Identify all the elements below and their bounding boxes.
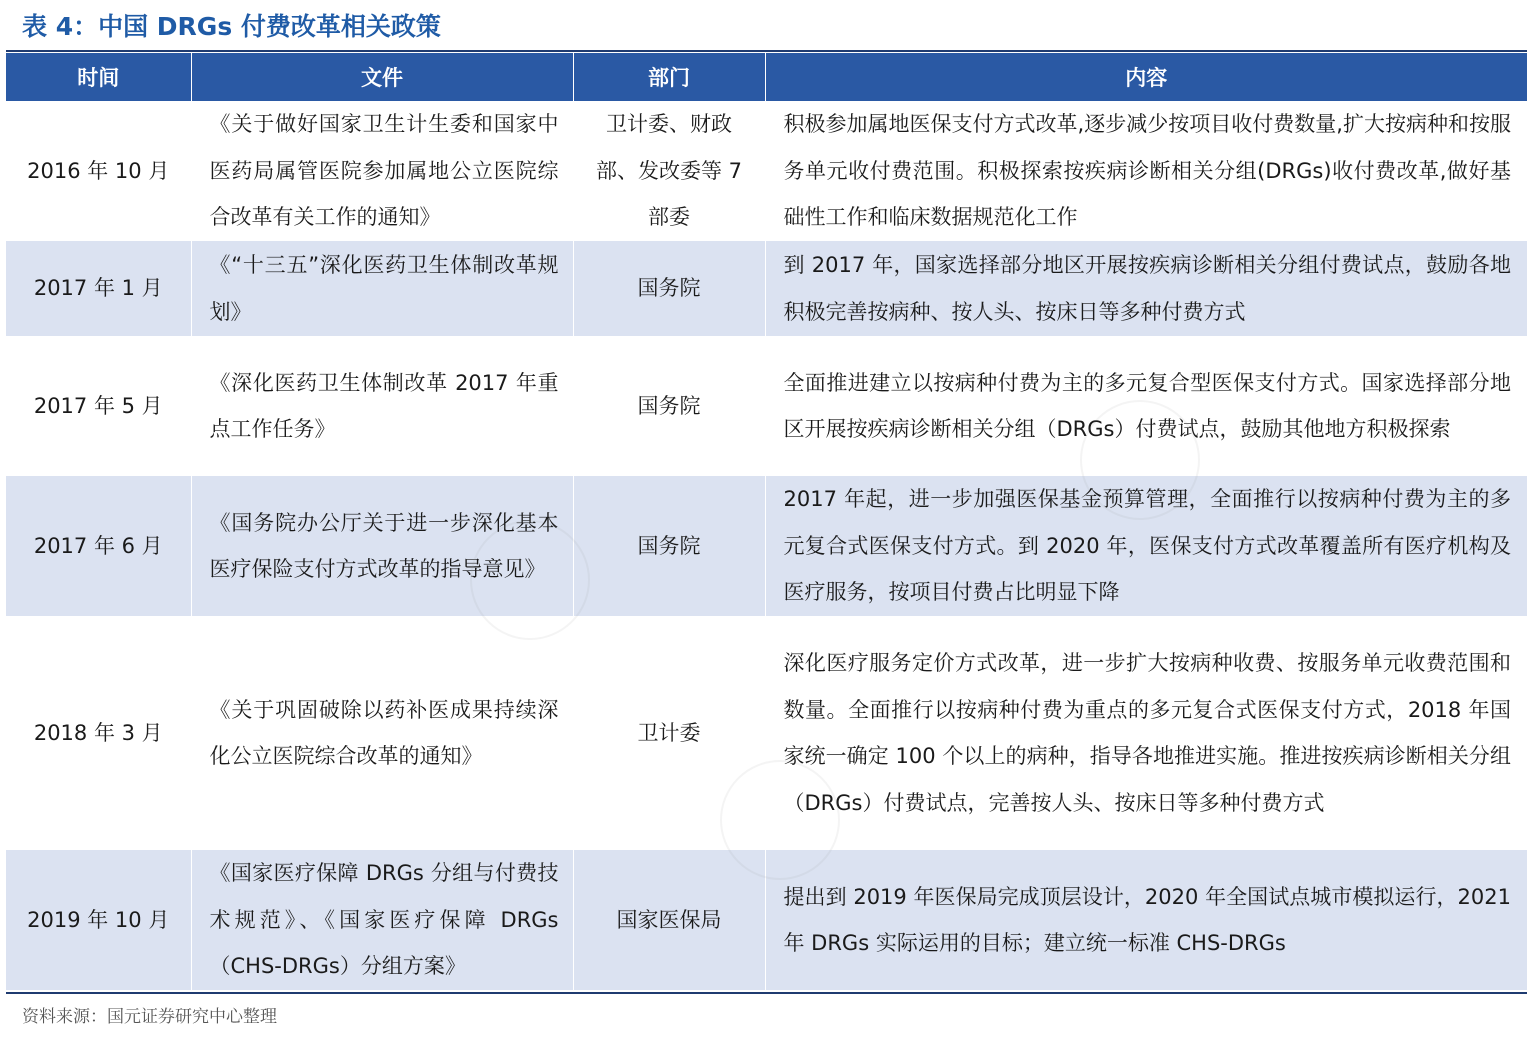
cell-department: 国务院 bbox=[573, 336, 765, 476]
table-row bbox=[6, 476, 1527, 616]
table-row bbox=[6, 616, 1527, 850]
cell-department: 国务院 bbox=[573, 476, 765, 616]
cell-department: 国务院 bbox=[573, 241, 765, 336]
table-row bbox=[6, 336, 1527, 476]
cell-content: 提出到 2019 年医保局完成顶层设计，2020 年全国试点城市模拟运行，2021 年 DRGs 实际运用的目标；建立统一标准 CHS-DRGs bbox=[765, 850, 1527, 990]
table-title: 表 4：中国 DRGs 付费改革相关政策 bbox=[22, 12, 441, 41]
source-note: 资料来源：国元证券研究中心整理 bbox=[22, 1007, 277, 1027]
cell-document: 《国务院办公厅关于进一步深化基本医疗保险支付方式改革的指导意见》 bbox=[191, 476, 573, 616]
table-row bbox=[6, 850, 1527, 990]
cell-time: 2017 年 6 月 bbox=[6, 476, 191, 616]
cell-time: 2017 年 5 月 bbox=[6, 336, 191, 476]
cell-time: 2019 年 10 月 bbox=[6, 850, 191, 990]
header-row bbox=[6, 53, 1527, 101]
header-department: 部门 bbox=[573, 53, 765, 101]
cell-content: 全面推进建立以按病种付费为主的多元复合型医保支付方式。国家选择部分地区开展按疾病诊断相关分组（DRGs）付费试点，鼓励其他地方积极探索 bbox=[783, 370, 1511, 441]
cell-content: 2017 年起，进一步加强医保基金预算管理，全面推行以按病种付费为主的多元复合式医保支付方式。到 2020 年，医保支付方式改革覆盖所有医疗机构及医疗服务，按项目付费占比明显下降 bbox=[765, 476, 1527, 616]
cell-department: 卫计委、财政部、发改委等 7 部委 bbox=[573, 101, 765, 241]
cell-department: 国家医保局 bbox=[573, 850, 765, 990]
table-row bbox=[6, 101, 1527, 241]
cell-document: 《关于巩固破除以药补医成果持续深化公立医院综合改革的通知》 bbox=[191, 616, 573, 850]
cell-content: 深化医疗服务定价方式改革，进一步扩大按病种收费、按服务单元收费范围和数量。全面推行以按病种付费为重点的多元复合式医保支付方式，2018 年国家统一确定 100 个以上的病种，指导各地推进实施。推进按疾病诊断相关分组（DRGs）付费试点，完善按人头、按床日等多种付费方式 bbox=[783, 651, 1511, 815]
bottom-rule bbox=[6, 992, 1527, 994]
top-rule bbox=[6, 50, 1527, 52]
cell-document: 《深化医药卫生体制改革 2017 年重点工作任务》 bbox=[191, 336, 573, 476]
cell-time: 2016 年 10 月 bbox=[6, 101, 191, 241]
header-content: 内容 bbox=[765, 53, 1527, 101]
cell-document: 《国家医疗保障 DRGs 分组与付费技术规范》、《国家医疗保障 DRGs（CHS-DRGs）分组方案》 bbox=[191, 850, 573, 990]
cell-time: 2018 年 3 月 bbox=[6, 616, 191, 850]
cell-document: 《关于做好国家卫生计生委和国家中医药局属管医院参加属地公立医院综合改革有关工作的通知》 bbox=[191, 101, 573, 241]
header-document: 文件 bbox=[191, 53, 573, 101]
cell-department: 卫计委 bbox=[573, 616, 765, 850]
header-time: 时间 bbox=[6, 53, 191, 101]
policy-table bbox=[6, 53, 1527, 990]
cell-time: 2017 年 1 月 bbox=[6, 241, 191, 336]
table-row bbox=[6, 241, 1527, 336]
cell-content: 积极参加属地医保支付方式改革,逐步减少按项目收付费数量,扩大按病种和按服务单元收付费范围。积极探索按疾病诊断相关分组(DRGs)收付费改革,做好基础性工作和临床数据规范化工作 bbox=[783, 112, 1511, 230]
cell-content: 到 2017 年，国家选择部分地区开展按疾病诊断相关分组付费试点，鼓励各地积极完善按病种、按人头、按床日等多种付费方式 bbox=[765, 241, 1527, 336]
cell-document: 《“十三五”深化医药卫生体制改革规划》 bbox=[191, 241, 573, 336]
